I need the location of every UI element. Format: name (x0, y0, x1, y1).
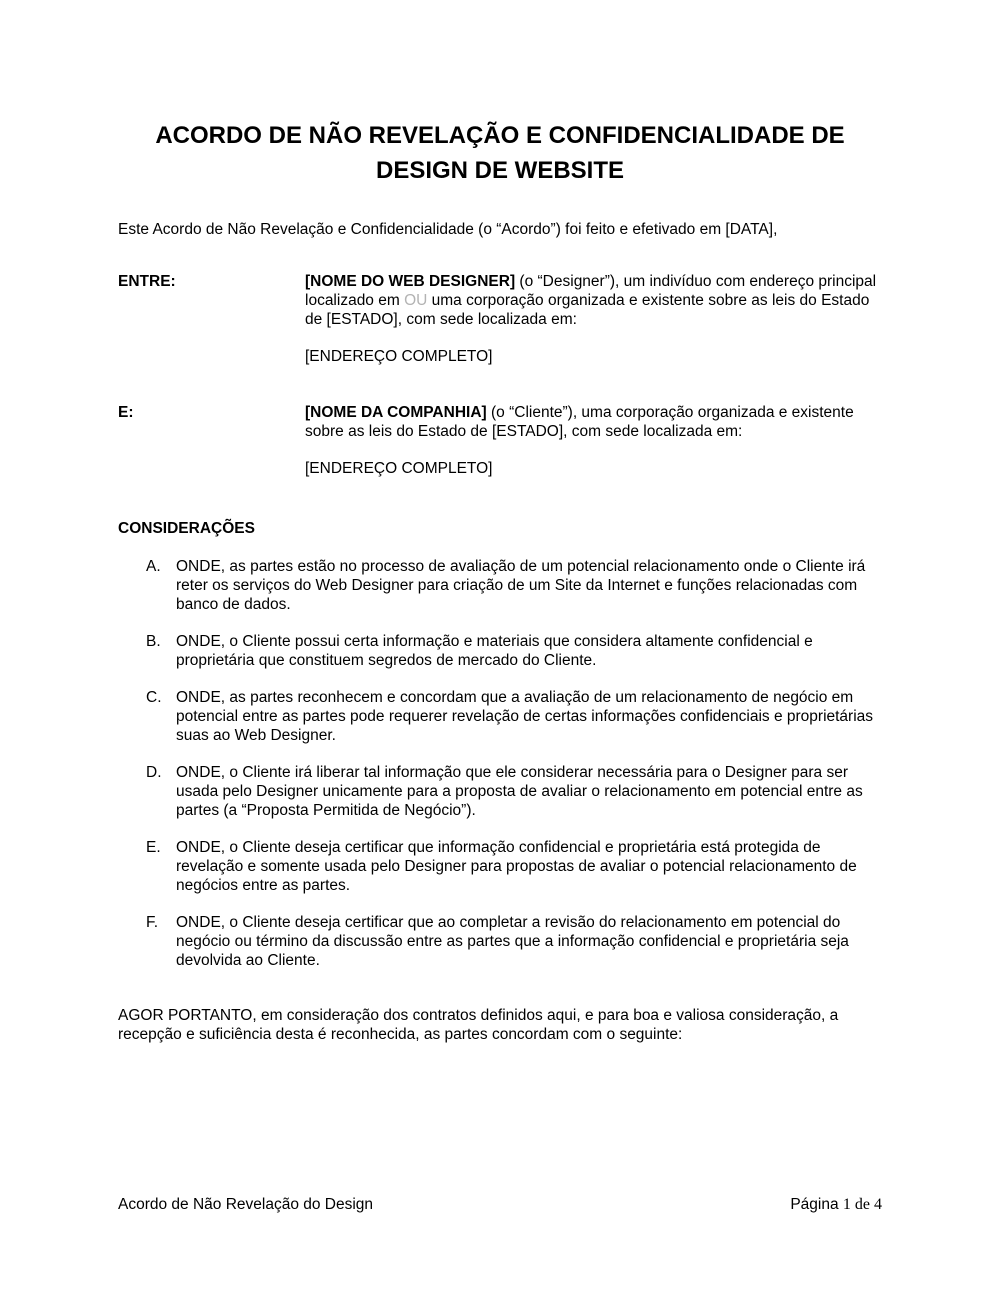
company-name-placeholder: [NOME DA COMPANHIA] (305, 404, 487, 421)
company-address-placeholder: [ENDEREÇO COMPLETO] (305, 460, 493, 477)
party-e-body (305, 403, 882, 478)
party-e-label: E: (118, 404, 134, 421)
item-text: ONDE, o Cliente deseja certificar que ao completar a revisão do relacionamento em potencial do negócio ou término da discussão entre as partes que a informação confidencial e proprietária seja devolvida ao Cliente. (176, 914, 849, 969)
footer-page-value: 1 de 4 (842, 1196, 882, 1213)
item-text: ONDE, as partes estão no processo de avaliação de um potencial relacionamento onde o Cliente irá reter os serviços do Web Designer para criação de um Site da Internet e funções relacionadas com banco de dados. (176, 558, 866, 613)
document-title (118, 118, 882, 188)
considerations-heading: CONSIDERAÇÕES (118, 520, 255, 537)
item-text: ONDE, o Cliente irá liberar tal informação que ele considerar necessária para o Designer para ser usada pelo Designer unicamente para a proposta de avaliar o relacionamento em potencial entre as partes (a “Proposta Permitida de Negócio”). (176, 764, 863, 819)
designer-name-placeholder: [NOME DO WEB DESIGNER] (305, 273, 516, 290)
document-title-line2: DESIGN DE WEBSITE (375, 157, 625, 184)
item-letter: C. (146, 689, 162, 706)
party-e-paragraph (305, 403, 882, 441)
consideration-item-b (118, 632, 882, 670)
page-footer (118, 1195, 882, 1214)
item-text: ONDE, o Cliente possui certa informação e materiais que considera altamente confidencial e proprietária que constituem segredos de mercado do Cliente. (176, 633, 813, 669)
considerations-list (118, 557, 882, 970)
party-entre-text-1: (o “Designer”), um indivíduo com endereço principal localizado em (305, 273, 877, 309)
consideration-item-f (118, 913, 882, 970)
party-e-text-1: (o “Cliente”), uma corporação organizada e existente sobre as leis do Estado de [ESTADO], com sede localizada em: (305, 404, 854, 440)
item-text: ONDE, as partes reconhecem e concordam que a avaliação de um relacionamento de negócio em potencial entre as partes pode requerer revelação de certas informações confidenciais e proprietárias suas ao Web Designer. (176, 689, 874, 744)
consideration-item-c (118, 688, 882, 745)
intro-paragraph: Este Acordo de Não Revelação e Confidencialidade (o “Acordo”) foi feito e efetivado em [DATA], (118, 221, 778, 238)
closing-paragraph: AGOR PORTANTO, em consideração dos contratos definidos aqui, e para boa e valiosa consideração, a recepção e suficiência desta é reconhecida, as partes concordam com o seguinte: (118, 1007, 839, 1043)
party-entre-text-2: uma corporação organizada e existente sobre as leis do Estado de [ESTADO], com sede localizada em: (305, 292, 870, 328)
consideration-item-a (118, 557, 882, 614)
party-entre-paragraph (305, 272, 882, 329)
item-letter: B. (146, 633, 161, 650)
footer-page-number (790, 1195, 882, 1214)
party-section-entre (118, 272, 882, 366)
footer-document-name: Acordo de Não Revelação do Design (118, 1196, 374, 1213)
party-entre-body (305, 272, 882, 366)
footer-page-label: Página (790, 1196, 839, 1213)
consideration-item-e (118, 838, 882, 895)
item-text: ONDE, o Cliente deseja certificar que informação confidencial e proprietária está protegida de revelação e somente usada pelo Designer para propostas de avaliar o potencial relacionamento de negócios entre as partes. (176, 839, 857, 894)
party-section-e (118, 403, 882, 478)
document-title-line1: ACORDO DE NÃO REVELAÇÃO E CONFIDENCIALIDADE DE (155, 122, 845, 149)
item-letter: A. (146, 558, 161, 575)
item-letter: E. (146, 839, 161, 856)
item-letter: D. (146, 764, 162, 781)
party-entre-label: ENTRE: (118, 273, 176, 290)
consideration-item-d (118, 763, 882, 820)
or-placeholder-word: OU (404, 292, 428, 309)
item-letter: F. (146, 914, 159, 931)
designer-address-placeholder: [ENDEREÇO COMPLETO] (305, 348, 493, 365)
